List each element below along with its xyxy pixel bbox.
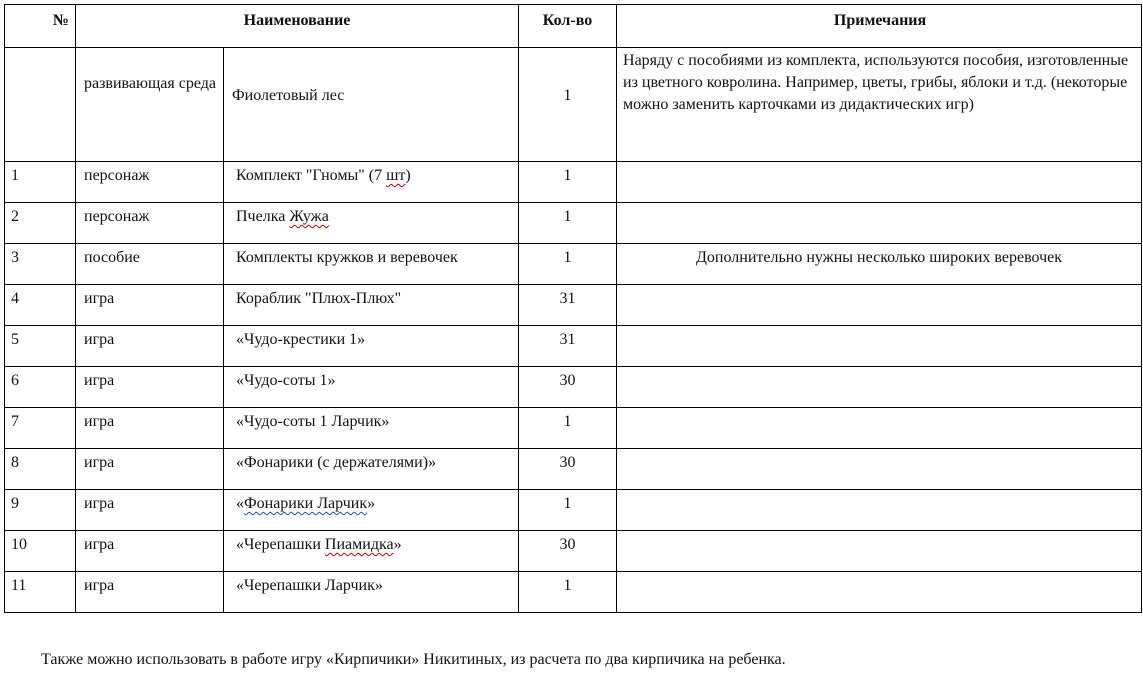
row-name-cell xyxy=(224,326,519,367)
row-quantity-cell: 1 xyxy=(519,572,617,613)
inventory-table xyxy=(4,4,1142,613)
row-quantity-cell: 1 xyxy=(519,244,617,285)
row-quantity-cell: 30 xyxy=(519,449,617,490)
row-quantity-cell: 30 xyxy=(519,367,617,408)
item-name-text: Комплекты кружков и веревочек xyxy=(236,249,458,266)
row-quantity-cell: 31 xyxy=(519,326,617,367)
row-category-cell: игра xyxy=(76,367,224,408)
table-row xyxy=(5,203,1142,244)
footer-note: Также можно использовать в работе игру «Кирпичики» Никитиных, из расчета по два кирпичика на ребенка. xyxy=(41,651,786,668)
grammar-flagged-phrase: Фонарики Ларчик xyxy=(244,495,368,512)
row-number-cell xyxy=(5,48,76,162)
row-number-cell: 3 xyxy=(5,244,76,285)
table-row xyxy=(5,367,1142,408)
table-row xyxy=(5,531,1142,572)
header-notes: Примечания xyxy=(617,5,1142,48)
row-name-cell xyxy=(224,572,519,613)
row-quantity-cell: 31 xyxy=(519,285,617,326)
row-number-cell: 11 xyxy=(5,572,76,613)
row-number-cell: 2 xyxy=(5,203,76,244)
spellcheck-flagged-word: шт xyxy=(386,167,406,184)
row-name-cell xyxy=(224,285,519,326)
row-category-cell: игра xyxy=(76,449,224,490)
row-name-cell xyxy=(224,490,519,531)
row-note-cell xyxy=(617,162,1142,203)
item-name-text: ) xyxy=(405,167,411,184)
row-number-cell: 9 xyxy=(5,490,76,531)
header-quantity: Кол-во xyxy=(519,5,617,48)
row-quantity-cell: 1 xyxy=(519,48,617,162)
header-name: Наименование xyxy=(76,5,519,48)
row-note-cell xyxy=(617,203,1142,244)
row-category-cell: игра xyxy=(76,572,224,613)
item-name-text: Комплект "Гномы" (7 xyxy=(236,167,387,184)
row-category-cell: персонаж xyxy=(76,203,224,244)
item-name-text: » xyxy=(367,495,376,512)
row-quantity-cell: 30 xyxy=(519,531,617,572)
row-name-cell xyxy=(224,203,519,244)
row-name-cell xyxy=(224,244,519,285)
header-number: № xyxy=(5,5,76,48)
row-note-cell xyxy=(617,449,1142,490)
row-name-cell xyxy=(224,367,519,408)
spellcheck-flagged-word: Пиамидка xyxy=(324,536,394,553)
row-category-cell: развивающая среда xyxy=(76,48,224,162)
row-note-cell: Наряду с пособиями из комплекта, используются пособия, изготовленные из цветного ковролина. Например, цветы, грибы, яблоки и т.д. (некоторые можно заменить карточками из дидактических игр) xyxy=(617,48,1142,162)
row-note-cell xyxy=(617,285,1142,326)
table-header-row xyxy=(5,5,1142,48)
item-name-text: «Черепашки Ларчик» xyxy=(236,577,383,594)
item-name-text: «Чудо-соты 1 Ларчик» xyxy=(236,413,390,430)
row-quantity-cell: 1 xyxy=(519,408,617,449)
item-name-text: » xyxy=(393,536,402,553)
table-row xyxy=(5,244,1142,285)
row-category-cell: игра xyxy=(76,326,224,367)
row-quantity-cell: 1 xyxy=(519,203,617,244)
spellcheck-flagged-word: Жужа xyxy=(289,208,329,225)
row-name-cell: Фиолетовый лес xyxy=(224,48,519,162)
row-number-cell: 8 xyxy=(5,449,76,490)
row-category-cell: игра xyxy=(76,285,224,326)
row-number-cell: 10 xyxy=(5,531,76,572)
item-name-text: «Чудо-крестики 1» xyxy=(236,331,366,348)
row-note-cell xyxy=(617,531,1142,572)
table-row xyxy=(5,162,1142,203)
row-number-cell: 7 xyxy=(5,408,76,449)
row-note-cell xyxy=(617,490,1142,531)
row-number-cell: 1 xyxy=(5,162,76,203)
row-category-cell: игра xyxy=(76,531,224,572)
row-number-cell: 5 xyxy=(5,326,76,367)
row-note-cell xyxy=(617,367,1142,408)
item-name-text: « xyxy=(236,495,244,512)
row-note-cell xyxy=(617,408,1142,449)
row-category-cell: персонаж xyxy=(76,162,224,203)
row-number-cell: 6 xyxy=(5,367,76,408)
item-name-text: «Фонарики (с держателями)» xyxy=(236,454,437,471)
row-note-cell xyxy=(617,326,1142,367)
item-name-text: «Чудо-соты 1» xyxy=(236,372,336,389)
table-row xyxy=(5,48,1142,162)
item-name-text: «Черепашки xyxy=(236,536,325,553)
row-name-cell xyxy=(224,162,519,203)
table-row xyxy=(5,285,1142,326)
row-category-cell: пособие xyxy=(76,244,224,285)
item-name-text: Пчелка xyxy=(236,208,290,225)
row-category-cell: игра xyxy=(76,490,224,531)
row-name-cell xyxy=(224,449,519,490)
row-quantity-cell: 1 xyxy=(519,490,617,531)
table-row xyxy=(5,572,1142,613)
row-number-cell: 4 xyxy=(5,285,76,326)
row-note-cell xyxy=(617,572,1142,613)
row-name-cell xyxy=(224,408,519,449)
table-row xyxy=(5,490,1142,531)
table-row xyxy=(5,408,1142,449)
item-name-text: Кораблик "Плюх-Плюх" xyxy=(236,290,402,307)
table-row xyxy=(5,449,1142,490)
table-row xyxy=(5,326,1142,367)
row-category-cell: игра xyxy=(76,408,224,449)
row-name-cell xyxy=(224,531,519,572)
row-note-cell: Дополнительно нужны несколько широких веревочек xyxy=(617,244,1142,285)
row-quantity-cell: 1 xyxy=(519,162,617,203)
